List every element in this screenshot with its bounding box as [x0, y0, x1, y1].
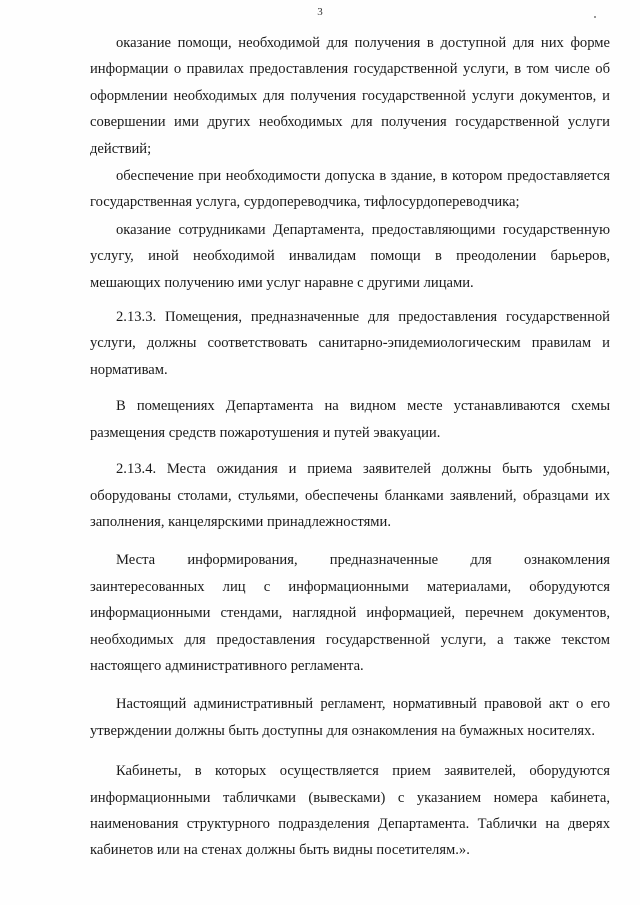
page-number: 3: [317, 6, 323, 18]
paragraph-information-places: Места информирования, предназначенные для ознакомления заинтересованных лиц с информационными материалами, оборудуются информационными стендами, наглядной информацией, перечнем документов, необходимых для предоставления государственной услуги, а также текстом настоящего административного регламента.: [90, 552, 610, 674]
paragraph-interpreter-access: обеспечение при необходимости допуска в здание, в котором предоставляется государственная услуга, сурдопереводчика, тифлосурдопереводчика;: [90, 168, 610, 211]
paragraph-waiting-areas: 2.13.4. Места ожидания и приема заявителей должны быть удобными, оборудованы столами, стульями, обеспечены бланками заявлений, образцами их заполнения, канцелярскими принадлежностями.: [90, 461, 610, 530]
paragraph-regulation-availability: Настоящий административный регламент, нормативный правовой акт о его утверждении должны быть доступны для ознакомления на бумажных носителях.: [90, 696, 610, 739]
paragraph-assistance-information: оказание помощи, необходимой для получения в доступной для них форме информации о правилах предоставления государственной услуги, в том числе об оформлении необходимых для получения государственной услуги документов, и совершении ими других необходимых для получения государственной услуги действий;: [90, 35, 610, 157]
paragraph-evacuation-schemes: В помещениях Департамента на видном месте устанавливаются схемы размещения средств пожаротушения и путей эвакуации.: [90, 398, 610, 441]
document-body: [90, 30, 610, 864]
paragraph-staff-assistance: оказание сотрудниками Департамента, предоставляющими государственную услугу, иной необходимой инвалидам помощи в преодолении барьеров, мешающих получению ими услуг наравне с другими лицами.: [90, 221, 610, 291]
paragraph-office-signage: Кабинеты, в которых осуществляется прием заявителей, оборудуются информационными табличками (вывесками) с указанием номера кабинета, наименования структурного подразделения Департамента. Таблички на дверях кабинетов или на стенах должны быть видны посетителям.».: [90, 763, 610, 859]
paragraph-premises-requirements: 2.13.3. Помещения, предназначенные для предоставления государственной услуги, должны соответствовать санитарно-эпидемиологическим правилам и нормативам.: [90, 309, 610, 378]
scan-speck: [594, 16, 596, 18]
